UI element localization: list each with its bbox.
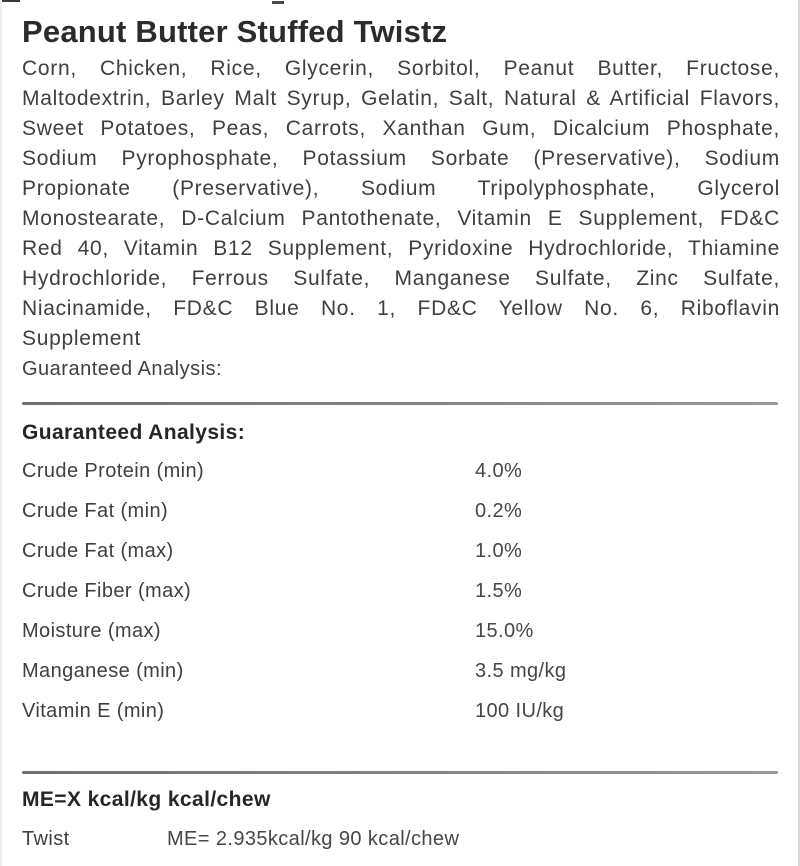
section-divider-bottom [22,771,778,774]
section-divider-top [22,402,778,405]
table-row [22,531,780,571]
analysis-label: Crude Protein (min) [22,459,205,482]
analysis-value: 1.0% [475,539,523,562]
top-edge-mark [2,0,20,2]
analysis-label: Manganese (min) [22,659,184,682]
guaranteed-analysis-inline-label: Guaranteed Analysis: [22,358,223,380]
analysis-label: Crude Fiber (max) [22,579,192,602]
analysis-value: 4.0% [475,459,523,482]
table-row [22,691,780,731]
calorie-row [22,824,780,854]
calorie-row-label: Twist [22,827,70,850]
analysis-value: 0.2% [475,499,523,522]
guaranteed-analysis-table [22,451,780,731]
guaranteed-analysis-heading: Guaranteed Analysis: [22,421,246,444]
analysis-label: Moisture (max) [22,619,161,642]
table-row [22,451,780,491]
analysis-value: 1.5% [475,579,523,602]
analysis-value: 15.0% [475,619,534,642]
table-row [22,611,780,651]
analysis-value: 100 IU/kg [475,699,565,722]
analysis-value: 3.5 mg/kg [475,659,567,682]
top-edge-dash-mark [272,1,284,4]
product-title: Peanut Butter Stuffed Twistz [22,14,448,49]
analysis-label: Crude Fat (max) [22,539,174,562]
calorie-content-heading: ME=X kcal/kg kcal/chew [22,788,271,811]
ingredients-text: Corn, Chicken, Rice, Glycerin, Sorbitol, Peanut Butter, Fructose, Maltodextrin, Barley Malt Syrup, Gelatin, Salt, Natural & Artificial Flavors, Sweet Potatoes, Peas, Carrots, Xanthan Gum, Dicalcium Phosphate, Sodium Pyrophosphate, Potassium Sorbate (Preservative), Sodium Propionate (Preservative), Sodium Tripolyphosphate, Glycerol Monostearate, D-Calcium Pantothenate, Vitamin E Supplement, FD&C Red 40, Vitamin B12 Supplement, Pyridoxine Hydrochloride, Thiamine Hydrochloride, Ferrous Sulfate, Manganese Sulfate, Zinc Sulfate, Niacinamide, FD&C Blue No. 1, FD&C Yellow No. 6, Riboflavin Supplement [22,57,780,350]
calorie-row-value: ME= 2.935kcal/kg 90 kcal/chew [167,827,460,850]
table-row [22,491,780,531]
analysis-label: Vitamin E (min) [22,699,165,722]
analysis-label: Crude Fat (min) [22,499,169,522]
table-row [22,651,780,691]
table-row [22,571,780,611]
